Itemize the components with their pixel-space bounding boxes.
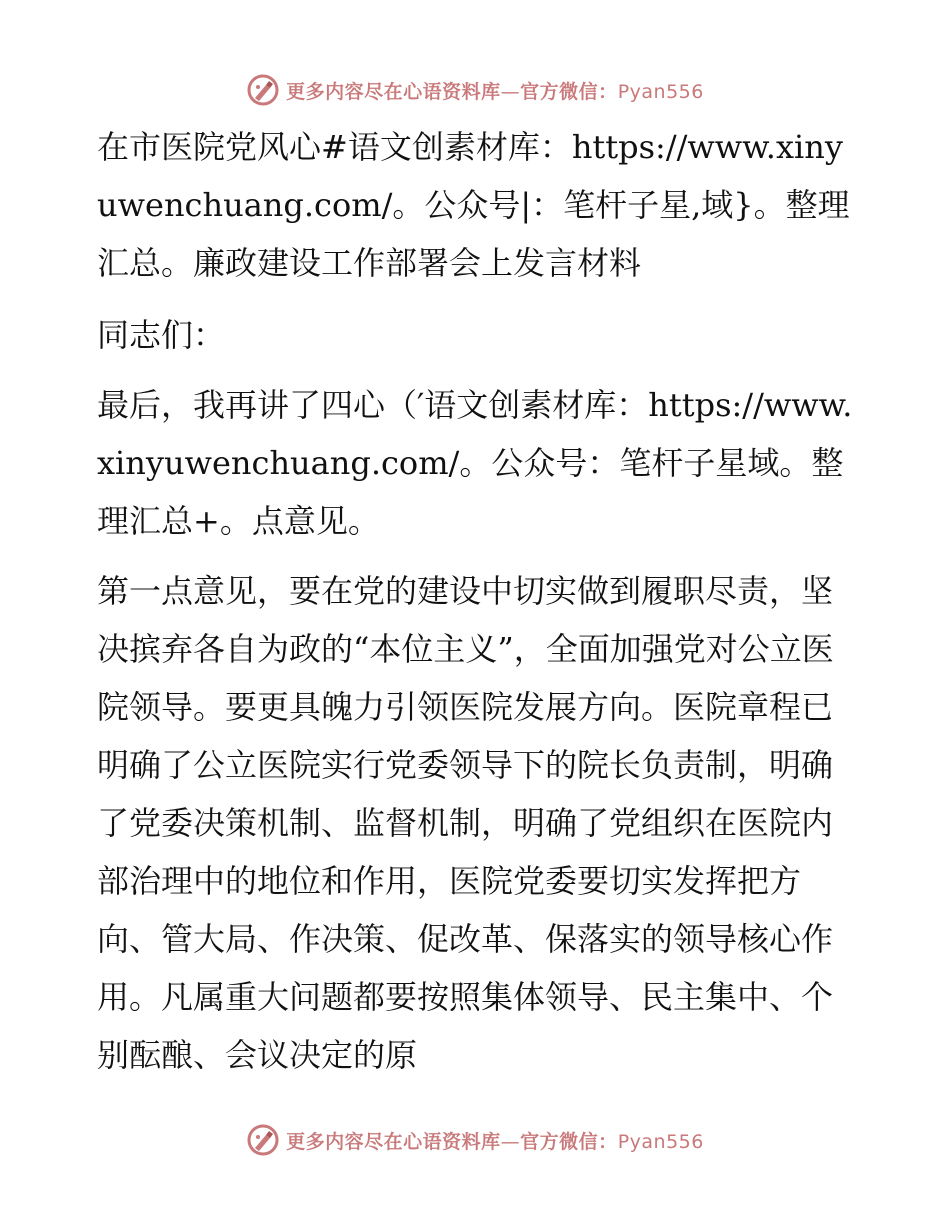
footer-banner-official: 官方微信： bbox=[520, 1130, 618, 1153]
footer-banner-text bbox=[286, 1127, 704, 1154]
header-banner-main: 更多内容尽在心语资料库 bbox=[286, 80, 501, 103]
header-banner-content bbox=[246, 73, 704, 107]
header-banner-text bbox=[286, 77, 704, 104]
header-banner-official: 官方微信： bbox=[520, 80, 618, 103]
pen-circle-icon bbox=[246, 73, 280, 107]
header-banner-handle: Pyan556 bbox=[617, 80, 704, 103]
document-greeting: 同志们： bbox=[97, 316, 226, 354]
footer-banner bbox=[0, 1120, 950, 1160]
document-body bbox=[97, 118, 857, 1096]
pen-circle-icon bbox=[246, 1123, 280, 1157]
footer-banner-content bbox=[246, 1123, 704, 1157]
document-title: 在市医院党风心#语文创素材库：https://www.xinyuwenchuang.com/。公众号|：笔杆子星,域}。整理汇总。廉政建设工作部署会上发言材料 bbox=[97, 128, 850, 282]
footer-banner-main: 更多内容尽在心语资料库 bbox=[286, 1130, 501, 1153]
footer-banner-handle: Pyan556 bbox=[617, 1130, 704, 1153]
document-paragraph-2: 第一点意见，要在党的建设中切实做到履职尽责，坚决摈弃各自为政的“本位主义”，全面加强党对公立医院领导。要更具魄力引领医院发展方向。医院章程已明确了公立医院实行党委领导下的院长负责制，明确了党委决策机制、监督机制，明确了党组织在医院内部治理中的地位和作用，医院党委要切实发挥把方向、管大局、作决策、促改革、保落实的领导核心作用。凡属重大问题都要按照集体领导、民主集中、个别酝酿、会议决定的原 bbox=[97, 572, 834, 1074]
document-paragraph-1: 最后，我再讲了四心（′语文创素材库：https://www.xinyuwenchuang.com/。公众号：笔杆子星域。整理汇总+。点意见。 bbox=[97, 386, 853, 540]
footer-banner-dash: — bbox=[500, 1130, 521, 1153]
header-banner-dash: — bbox=[500, 80, 521, 103]
header-banner bbox=[0, 70, 950, 110]
